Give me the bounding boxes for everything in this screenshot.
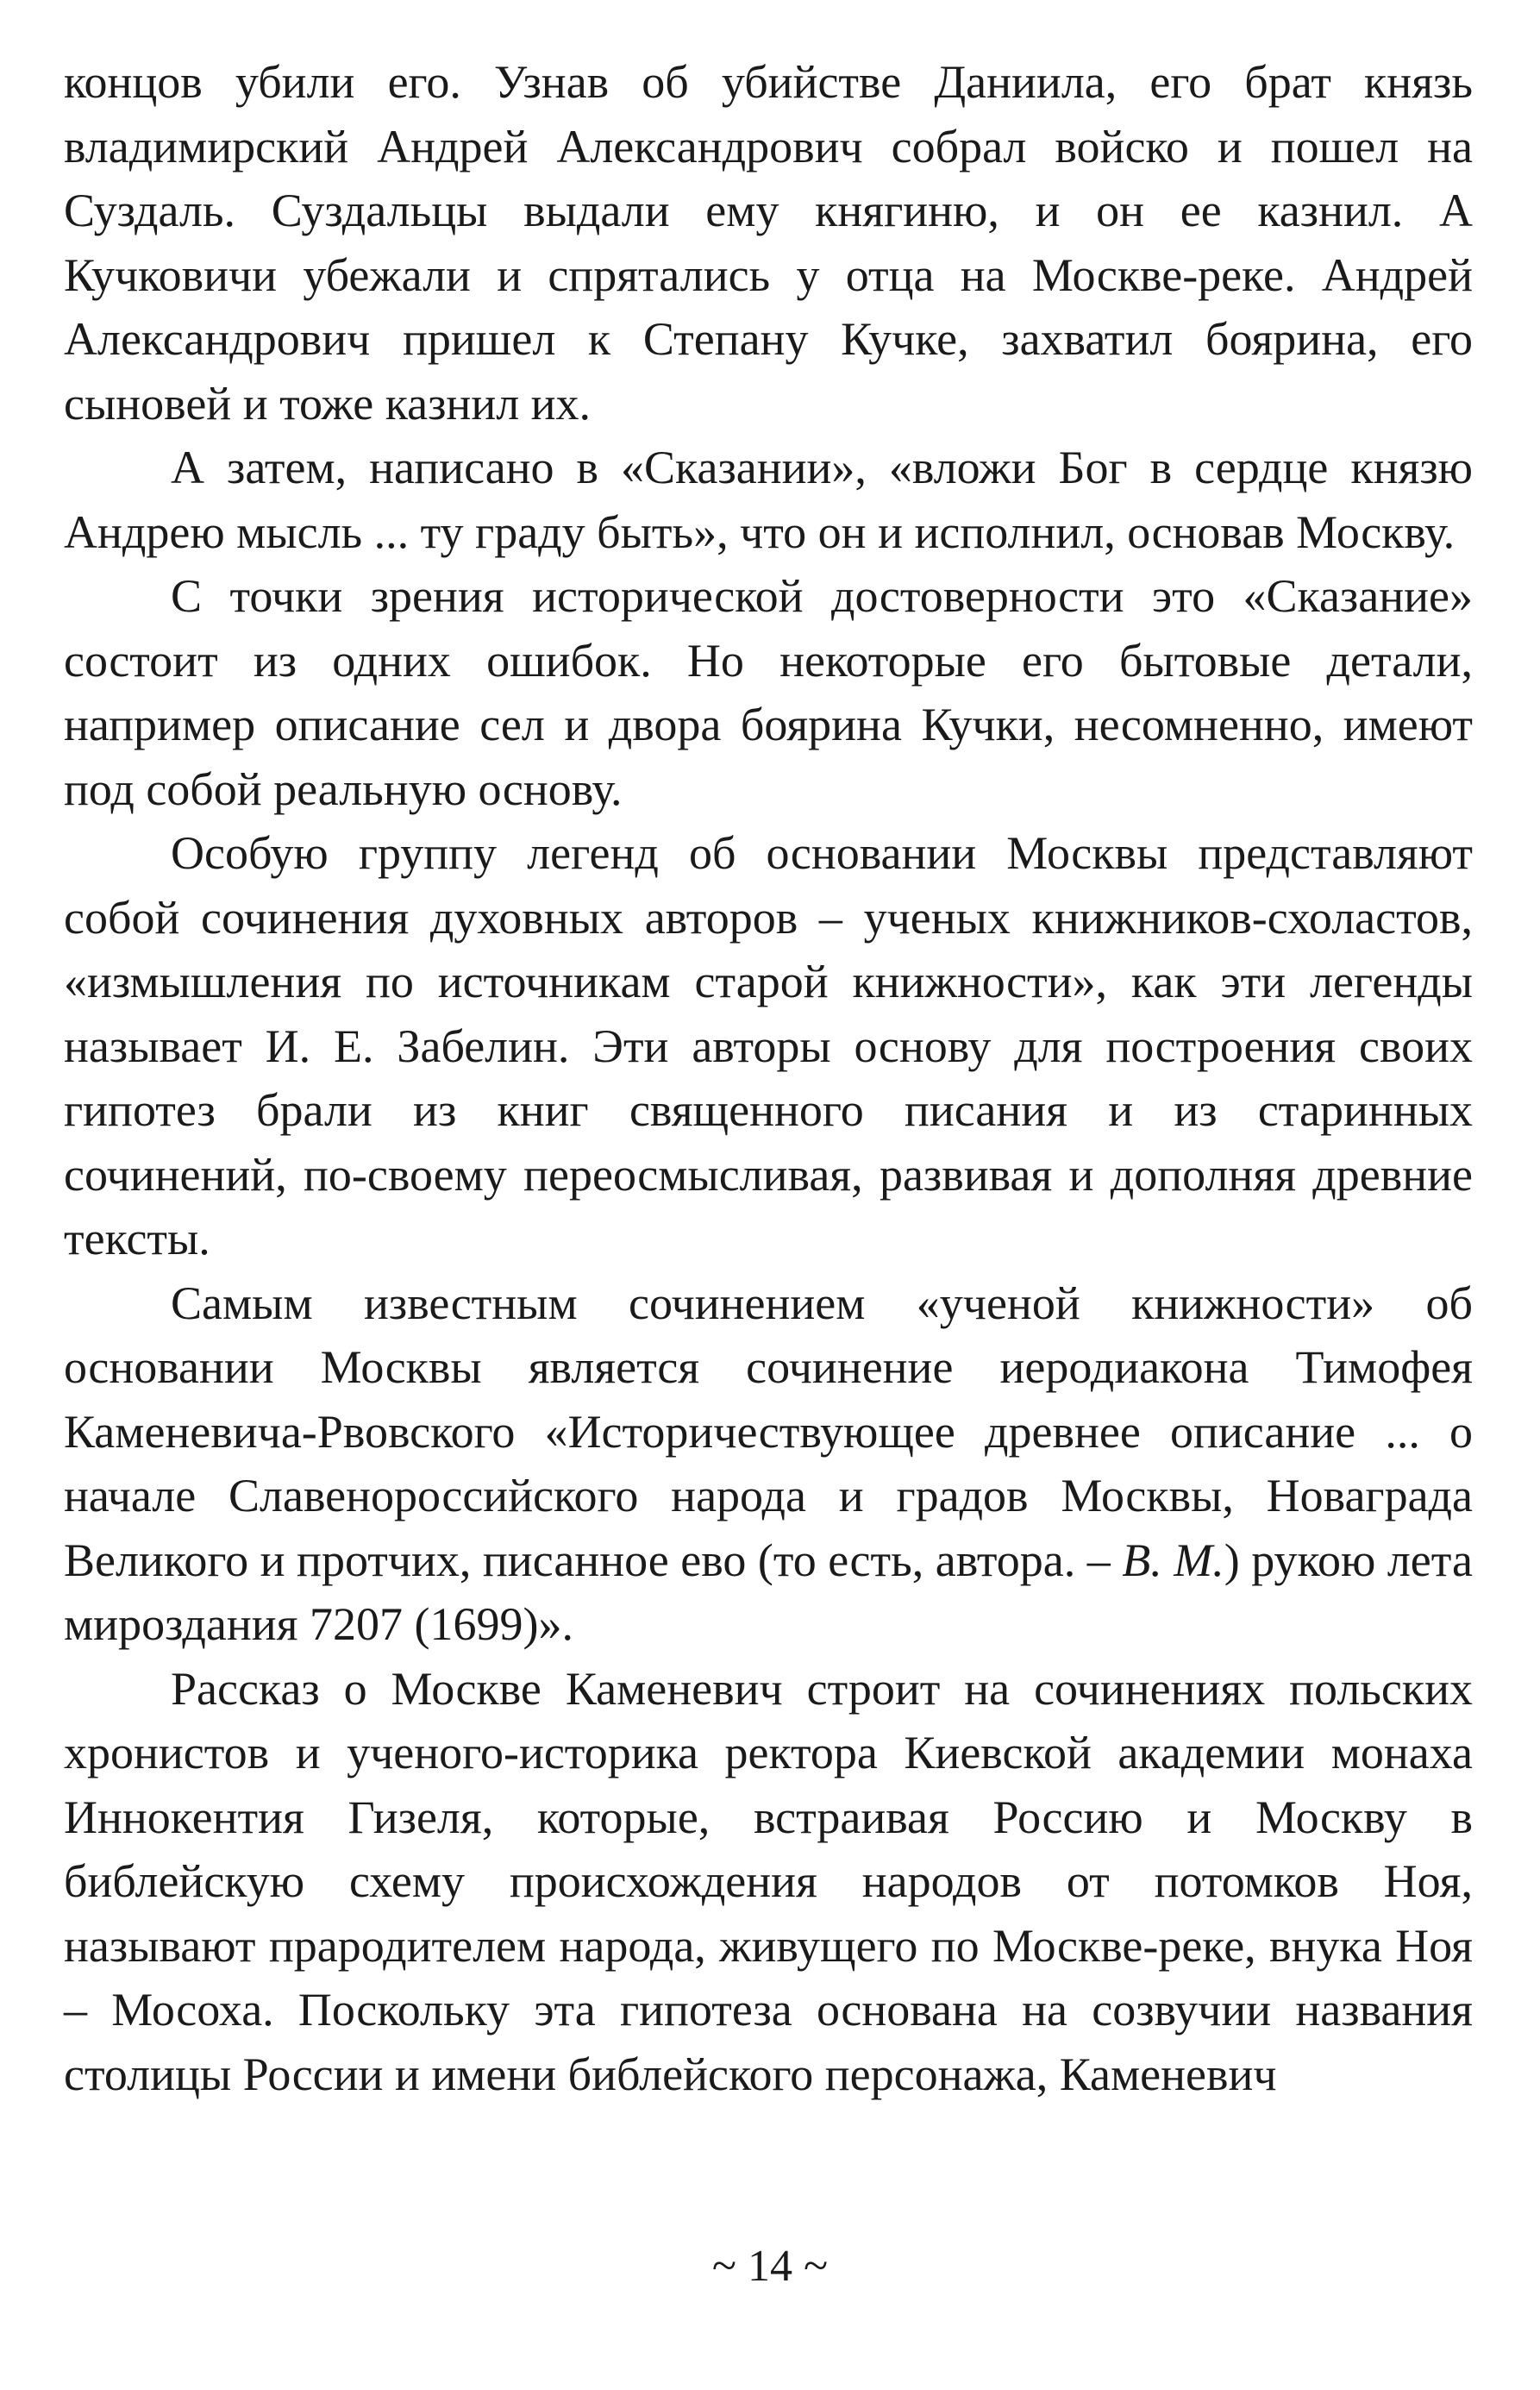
paragraph-2	[64, 436, 1473, 564]
page-number: ~ 14 ~	[711, 2242, 829, 2291]
paragraph-3	[64, 564, 1473, 821]
paragraph-5	[64, 1271, 1473, 1657]
paragraph-3-text: С точки зрения исторической достоверности это «Сказание» состоит из одних ошибок. Но некоторые его бытовые детали, например описание сел и двора боярина Кучки, несомненно, имеют под собой реальную основу.	[64, 570, 1473, 815]
book-page	[64, 50, 1473, 2258]
paragraph-5-text-b: ) рукою лета мироздания 7207 (1699)».	[64, 1534, 1473, 1650]
paragraph-4-text: Особую группу легенд об основании Москвы представляют собой сочинения духовных авторов – ученых книжников-схоластов, «измышления по источникам старой книжности», как эти легенды называет И. Е. Забелин. Эти авторы основу для построения своих гипотез брали из книг священного писания и из старинных сочинений, по-своему переосмысливая, развивая и дополняя древние тексты.	[64, 827, 1473, 1264]
paragraph-5-text-a: Самым известным сочинением «ученой книжности» об основании Москвы является сочинение иеродиакона Тимофея Каменевича-Рвовского «Историчествующее древнее описание ... о начале Славенороссийского народа и градов Москвы, Новаграда Великого и протчих, писанное ево (то есть, автора. –	[64, 1277, 1473, 1586]
paragraph-1	[64, 50, 1473, 436]
paragraph-2-text: А затем, написано в «Сказании», «вложи Бог в сердце князю Андрею мысль ... ту граду быть», что он и исполнил, основав Москву.	[64, 442, 1473, 558]
text-column	[64, 50, 1473, 2106]
paragraph-6	[64, 1657, 1473, 2107]
paragraph-1-text: концов убили его. Узнав об убийстве Даниила, его брат князь владимирский Андрей Александрович собрал войско и пошел на Суздаль. Суздальцы выдали ему княгиню, и он ее казнил. А Кучковичи убежали и спрятались у отца на Москве-реке. Андрей Александрович пришел к Степану Кучке, захватил боярина, его сыновей и тоже казнил их.	[64, 56, 1473, 430]
paragraph-5-author-initials: В. М.	[1122, 1534, 1224, 1586]
paragraph-6-text: Рассказ о Москве Каменевич строит на сочинениях польских хронистов и ученого-историка ректора Киевской академии монаха Иннокентия Гизеля, которые, встраивая Россию и Москву в библейскую схему происхождения народов от потомков Ноя, называют прародителем народа, живущего по Москве-реке, внука Ноя – Мосоха. Поскольку эта гипотеза основана на созвучии названия столицы России и имени библейского персонажа, Каменевич	[64, 1662, 1473, 2100]
paragraph-4	[64, 821, 1473, 1271]
